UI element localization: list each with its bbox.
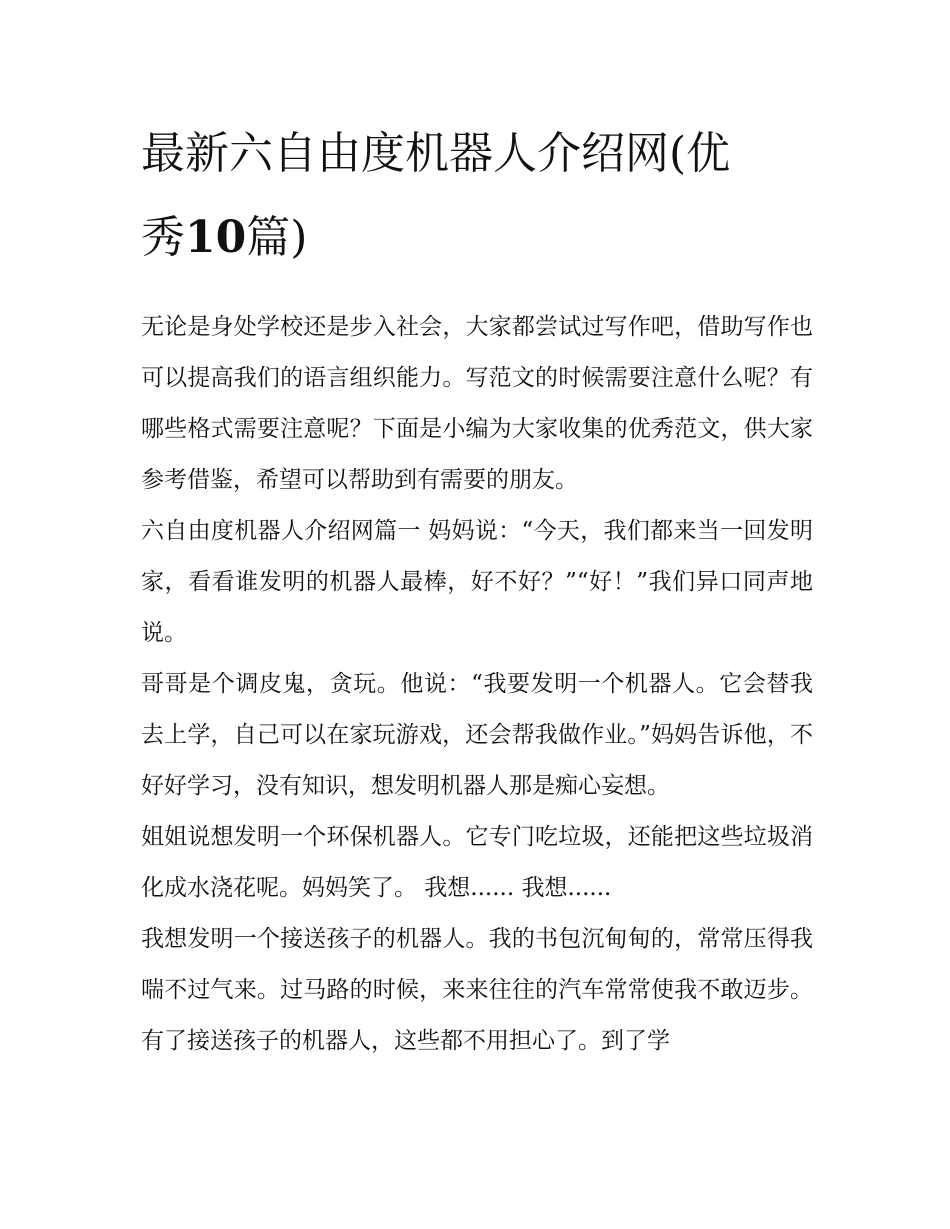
paragraph-intro: 无论是身处学校还是步入社会，大家都尝试过写作吧，借助写作也可以提高我们的语言组织能力。写范文的时候需要注意什么呢？有哪些格式需要注意呢？下面是小编为大家收集的优秀范文，供大家参考借鉴，希望可以帮助到有需要的朋友。 xyxy=(141,314,813,493)
title-text-xiu: 秀 xyxy=(141,212,185,263)
paragraph-1: 六自由度机器人介绍网篇一 妈妈说：“今天，我们都来当一回发明家，看看谁发明的机器人最棒，好不好？”“好！”我们异口同声地说。 xyxy=(141,518,813,646)
title-text-pian: 篇) xyxy=(246,212,308,263)
title-text-line1: 最新六自由度机器人介绍网(优 xyxy=(141,128,731,179)
document-page xyxy=(141,112,813,1067)
paragraph-3: 姐姐说想发明一个环保机器人。它专门吃垃圾，还能把这些垃圾消化成水浇花呢。妈妈笑了。 我想...... 我想...... xyxy=(141,824,813,901)
document-title xyxy=(141,112,813,280)
title-number: 10 xyxy=(185,212,247,263)
paragraph-4: 我想发明一个接送孩子的机器人。我的书包沉甸甸的，常常压得我喘不过气来。过马路的时候，来来往往的汽车常常使我不敢迈步。有了接送孩子的机器人，这些都不用担心了。到了学 xyxy=(141,926,813,1054)
paragraph-2: 哥哥是个调皮鬼，贪玩。他说：“我要发明一个机器人。它会替我去上学，自己可以在家玩游戏，还会帮我做作业。”妈妈告诉他，不好好学习，没有知识，想发明机器人那是痴心妄想。 xyxy=(141,671,813,799)
